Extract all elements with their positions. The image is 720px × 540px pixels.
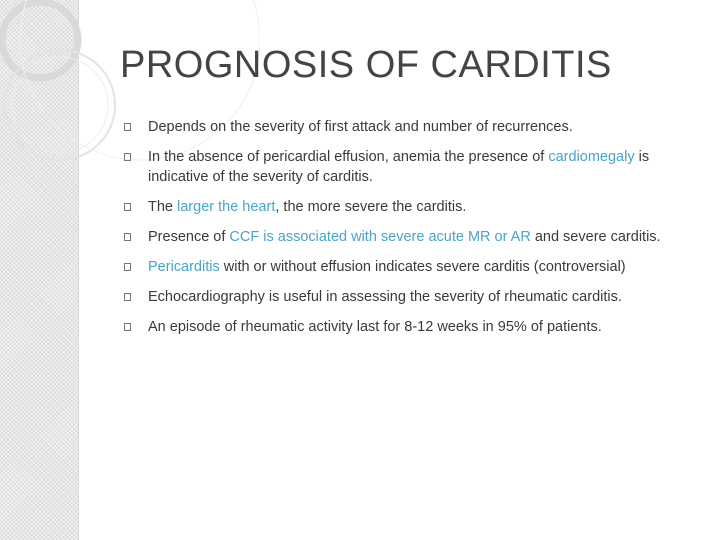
highlighted-text: cardiomegaly <box>548 149 635 165</box>
bullet-text: Depends on the severity of first attack and number of recurrences. <box>148 119 573 135</box>
highlighted-text: larger the heart <box>177 199 276 215</box>
square-bullet-icon <box>124 233 131 241</box>
slide-title: PROGNOSIS OF CARDITIS <box>120 44 612 86</box>
bullet-list <box>124 117 694 347</box>
bullet-text: Presence of <box>148 229 230 245</box>
bullet-text: The <box>148 199 178 215</box>
bullet-text: is indicative of the severity of carditis. <box>148 149 650 185</box>
bullet-item <box>124 147 694 187</box>
bullet-item <box>124 317 694 337</box>
bullet-text: and severe carditis. <box>530 229 661 245</box>
square-bullet-icon <box>124 203 131 211</box>
square-bullet-icon <box>124 153 131 161</box>
bullet-item <box>124 257 694 277</box>
bullet-text: with or without effusion indicates severe carditis (controversial) <box>219 259 626 275</box>
highlighted-text: Pericarditis <box>148 259 220 275</box>
highlighted-text: CCF is associated with severe acute MR or AR <box>229 229 531 245</box>
square-bullet-icon <box>124 123 131 131</box>
bullet-text: , the more severe the carditis. <box>275 199 467 215</box>
bullet-text: In the absence of pericardial effusion, anemia the presence of <box>148 149 549 165</box>
bullet-item <box>124 197 694 217</box>
square-bullet-icon <box>124 263 131 271</box>
bullet-item <box>124 227 694 247</box>
bullet-text: An episode of rheumatic activity last for 8-12 weeks in 95% of patients. <box>148 319 602 335</box>
bullet-item <box>124 117 694 137</box>
bullet-text: Echocardiography is useful in assessing the severity of rheumatic carditis. <box>148 289 622 305</box>
bullet-item <box>124 287 694 307</box>
square-bullet-icon <box>124 293 131 301</box>
decorative-side-strip <box>0 0 79 540</box>
square-bullet-icon <box>124 323 131 331</box>
